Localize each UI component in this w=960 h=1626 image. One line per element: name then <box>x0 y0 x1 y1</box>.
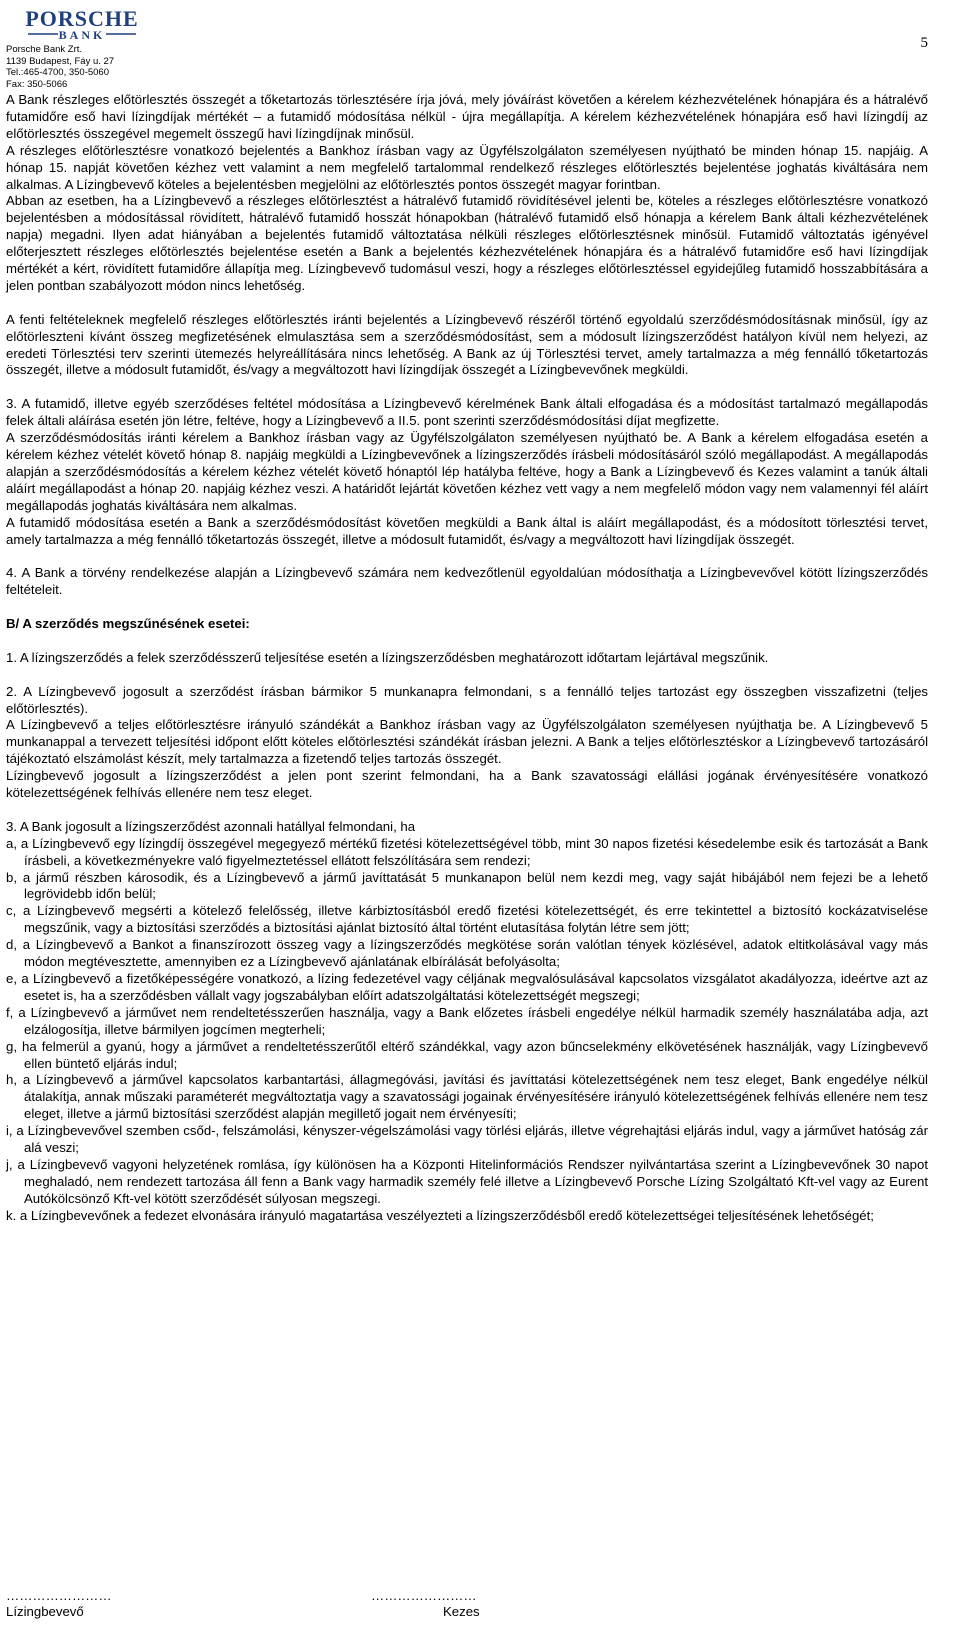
blank-line <box>6 295 928 312</box>
paragraph: 3. A Bank jogosult a lízingszerződést azonnali hatállyal felmondani, ha <box>6 818 416 834</box>
paragraph: 2. A Lízingbevevő jogosult a szerződést írásban bármikor 5 munkanapra felmondani, s a fennálló teljes tartozást egy összegben visszafizetni (teljes előtörlesztés). <box>6 683 928 716</box>
blank-line <box>6 802 928 819</box>
page-number: 5 <box>920 35 928 51</box>
signature-line: …………………… <box>6 1588 112 1603</box>
paragraph: 1. A lízingszerződés a felek szerződésszerű teljesítése esetén a lízingszerződésben meghatározott időtartam lejártával megszűnik. <box>6 649 769 665</box>
address-line: Fax: 350-5066 <box>6 78 68 90</box>
section-heading: B/ A szerződés megszűnésének esetei: <box>6 616 250 632</box>
paragraph: A Bank részleges előtörlesztés összegét a tőketartozás törlesztésére írja jóvá, mely jóváírást követően a kérelem kézhezvételének hónapjára és a hátralévő futamidőre eső havi lízingdíjak mértékét – a futamidő módosítása nélkül - újra megállapítja. A kérelem kézhezvételének hónapjára eső havi lízingdíj az előtörlesztés összegével megemelt összegű havi lízingdíjnak minősül. <box>6 92 928 141</box>
signature-guarantor <box>371 1588 480 1620</box>
signature-block <box>6 1588 928 1624</box>
paragraph: A szerződésmódosítás iránti kérelem a Bankhoz írásban vagy az Ügyfélszolgálaton személyesen nyújtható be. A Bank a kérelem elfogadása esetén a kérelem kézhez vételét követő hónap 8. napjáig megküldi a Lízingbevevőnek a lízingszerződés írásbeli módosításáról szóló megállapodást. A megállapodás alapján a szerződésmódosítás a kérelem kézhez vételét követő hónaptól lép hatályba feltéve, hogy a Bank a Lízingbevevő és Kezes valamint a tanúk általi aláírt megállapodást a hónap 20. napjáig kézhez veszi. A határidőt lejártát követően kézhez vett vagy a nem megfelelő módon vagy nem valamennyi fél aláírt megállapodás joghatás kiváltására nem alkalmas. <box>6 430 928 513</box>
blank-line <box>6 633 928 650</box>
list-item: i, a Lízingbevevővel szemben csőd-, felszámolási, kényszer-végelszámolási vagy törlési eljárás, illetve végrehajtási eljárás indul, vagy a járművet hatóság zár alá veszi; <box>6 1123 928 1156</box>
paragraph: A Lízingbevevő a teljes előtörlesztésre irányuló szándékát a Bankhoz írásban vagy az Ügyfélszolgálaton személyesen nyújthatja be. A Lízingbevevő 5 munkanappal a tervezett teljesítési időpont előtt köteles előtörlesztési szándékát írásban jelezni. A Bank a teljes előtörlesztéskor a Lízingbevevő tartozásáról tájékoztató elszámolást készít, mely tartalmazza a fizetendő teljes tartozás összegét. <box>6 717 928 767</box>
paragraph: 4. A Bank a törvény rendelkezése alapján a Lízingbevevő számára nem kedvezőtlenül egyoldalúan módosíthatja a Lízingbevevővel kötött lízingszerződés feltételeit. <box>6 565 928 598</box>
svg-text:PORSCHE: PORSCHE <box>25 8 139 31</box>
document-body <box>6 92 928 1225</box>
list-item: e, a Lízingbevevő a fizetőképességére vonatkozó, a lízing fedezetével vagy céljának megvalósulásával kapcsolatos vizsgálatot akadályozza, ideértve azt az esetet is, ha a szerződésben vállalt vagy jogszabályban előírt adatszolgáltatási kötelezettségét megszegi; <box>6 971 928 1003</box>
svg-text:BANK: BANK <box>58 28 106 42</box>
paragraph: Lízingbevevő jogosult a lízingszerződést a jelen pont szerint felmondani, ha a Bank szavatossági elállási jogának érvényesítésére vonatkozó kötelezettségének felhívás ellenére nem tesz eleget. <box>6 768 928 801</box>
paragraph: 3. A futamidő, illetve egyéb szerződéses feltétel módosítása a Lízingbevevő kérelmének Bank általi elfogadása és a módosítást tartalmazó megállapodás felek általi aláírása esetén jön létre, feltéve, hogy a Lízingbevevő a II.5. pont szerinti szerződésmódosítási díjat megfizette. <box>6 396 928 429</box>
signature-label: Kezes <box>443 1604 480 1619</box>
list-item: d, a Lízingbevevő a Bankot a finanszírozott összeg vagy a lízingszerződés megkötése során valótlan tények közlésével, adatok eltitkolásával vagy más módon megtévesztette, amennyiben ez a Lízingbevevő ajánlatának elbírálását befolyásolta; <box>6 937 928 970</box>
list-item: b, a jármű részben károsodik, és a Lízingbevevő a jármű javíttatását 5 munkanapon belül nem kezdi meg, vagy saját hibájából nem fejezi be a lehető legrövidebb időn belül; <box>6 869 928 902</box>
paragraph: A futamidő módosítása esetén a Bank a szerződésmódosítást követően megküldi a Bank által is aláírt megállapodást, és a módosított törlesztési tervet, amely tartalmazza a még fennálló tőketartozás összegét, illetve a módosult futamidőt, és/vagy a megváltozott havi lízingdíjak összegét. <box>6 514 928 547</box>
list-item: g, ha felmerül a gyanú, hogy a járművet a rendeltetésszerűtől eltérő szándékkal, vagy azon bűncselekmény elkövetésének használják, vagy Lízingbevevő ellen büntető eljárás indul; <box>6 1038 928 1071</box>
bank-address <box>6 44 206 90</box>
list-item: h, a Lízingbevevő a járművel kapcsolatos karbantartási, állagmegóvási, javítási és javíttatási kötelezettségének nem tesz eleget, Bank engedélye nélkül átalakítja, annak műszaki paraméterét megváltoztatja vagy a szavatossági jogainak érvényesítésére irányuló kötelezettségének felhívás ellenére nem tesz eleget, illetve a jármű biztosítási szerződést alapján megillető jogait nem érvényesíti; <box>6 1072 928 1122</box>
address-line: Tel.:465-4700, 350-5060 <box>6 67 109 78</box>
list-item: f, a Lízingbevevő a járművet nem rendeltetésszerűen használja, vagy a Bank előzetes írásbeli engedélye nélkül harmadik személy használatába adja, azt elzálogosítja, illetve bármilyen jogcímen megterheli; <box>6 1004 928 1037</box>
paragraph: A részleges előtörlesztésre vonatkozó bejelentés a Bankhoz írásban vagy az Ügyfélszolgálaton személyesen nyújtható be minden hónap 15. napjáig. A hónap 15. napját követően kézhez vett valamint a nem megfelelő tartalommal rendelkező részleges előtörlesztés bejelentése joghatás kiváltására nem alkalmas. A Lízingbevevő köteles a bejelentésben megjelölni az előtörlesztés pontos összegét magyar forintban. <box>6 142 928 192</box>
paragraph: Abban az esetben, ha a Lízingbevevő a részleges előtörlesztést a hátralévő futamidő rövidítésével jelenti be, köteles a részleges előtörlesztésre vonatkozó bejelentésben a módosítással rövidített, hátralévő futamidő hosszát hónapokban (hátralévő futamidő első hónapja a kérelem Bank általi kézhezvételének napja) megadni. Ilyen adat hiányában a bejelentés futamidő változtatása nélküli részleges előtörlesztésnek minősül. Futamidő változtatás igényével előterjesztett részleges előtörlesztés bejelentése esetén a Bank a bejelentés kézhezvételének hónapjára és a hátralévő futamidőre eső havi lízingdíjak mértékét a kért, rövidített futamidőre állapítja meg. Lízingbevevő tudomásul veszi, hogy a részleges előtörlesztéssel egyidejűleg futamidő hosszabbítására a jelen pontban szabályozott módon nincs lehetőség. <box>6 193 928 293</box>
blank-line <box>6 379 928 396</box>
blank-line <box>6 667 928 684</box>
list-item: c, a Lízingbevevő megsérti a kötelező felelősség, illetve kárbiztosításból eredő fizetési kötelezettségét, és erre tekintettel a biztosító kockázatviselése megszűnik, vagy a biztosítási szerződés a biztosítási ajánlat biztosító által történt elutasítása folytán létre sem jött; <box>6 903 928 936</box>
list-item: k. a Lízingbevevőnek a fedezet elvonására irányuló magatartása veszélyezteti a lízingszerződésből eredő kötelezettségei teljesítésének lehetőségét; <box>6 1207 874 1223</box>
letterhead <box>6 8 206 90</box>
signature-label: Lízingbevevő <box>6 1604 84 1619</box>
address-line: Porsche Bank Zrt. <box>6 44 83 55</box>
list-item: a, a Lízingbevevő egy lízingdíj összegével megegyező mértékű fizetési kötelezettségével több, mint 30 napos fizetési késedelembe esik és tartozását a Bank írásbeli, a következményekre való figyelmeztetéssel ellátott felszólítására sem rendezi; <box>6 835 928 868</box>
signature-lessee <box>6 1588 112 1620</box>
blank-line <box>6 548 928 565</box>
signature-line: …………………… <box>371 1588 477 1603</box>
porsche-bank-logo <box>6 8 158 42</box>
address-line: 1139 Budapest, Fáy u. 27 <box>6 55 115 67</box>
list-item: j, a Lízingbevevő vagyoni helyzetének romlása, így különösen ha a Központi Hitelinformációs Rendszer nyilvántartása szerint a Lízingbevevőnek 30 napot meghaladó, nem rendezett tartozása áll fenn a Bank vagy harmadik személy felé illetve a Lízingbevevő Porsche Lízing Szolgáltató Kft-vel vagy az Eurent Autókölcsönző Kft-vel kötött szerződését súlyosan megszegi. <box>6 1156 928 1206</box>
paragraph: A fenti feltételeknek megfelelő részleges előtörlesztés iránti bejelentés a Lízingbevevő részéről történő egyoldalú szerződésmódosításnak minősül, így az előtörleszteni kívánt összeg megfizetésének elmulasztása sem a szerződésmódosítást, sem a módosult lízingszerződést hatályon kívül nem helyezi, az eredeti Törlesztési terv szerinti ütemezés helyreállítására nincs lehetőség. A Bank az új Törlesztési tervet, amely tartalmazza a még fennálló tőketartozás összegét, illetve a módosult futamidőt, és/vagy a megváltozott havi lízingdíjak összegét a Lízingbevevőnek megküldi. <box>6 311 928 378</box>
blank-line <box>6 599 928 616</box>
